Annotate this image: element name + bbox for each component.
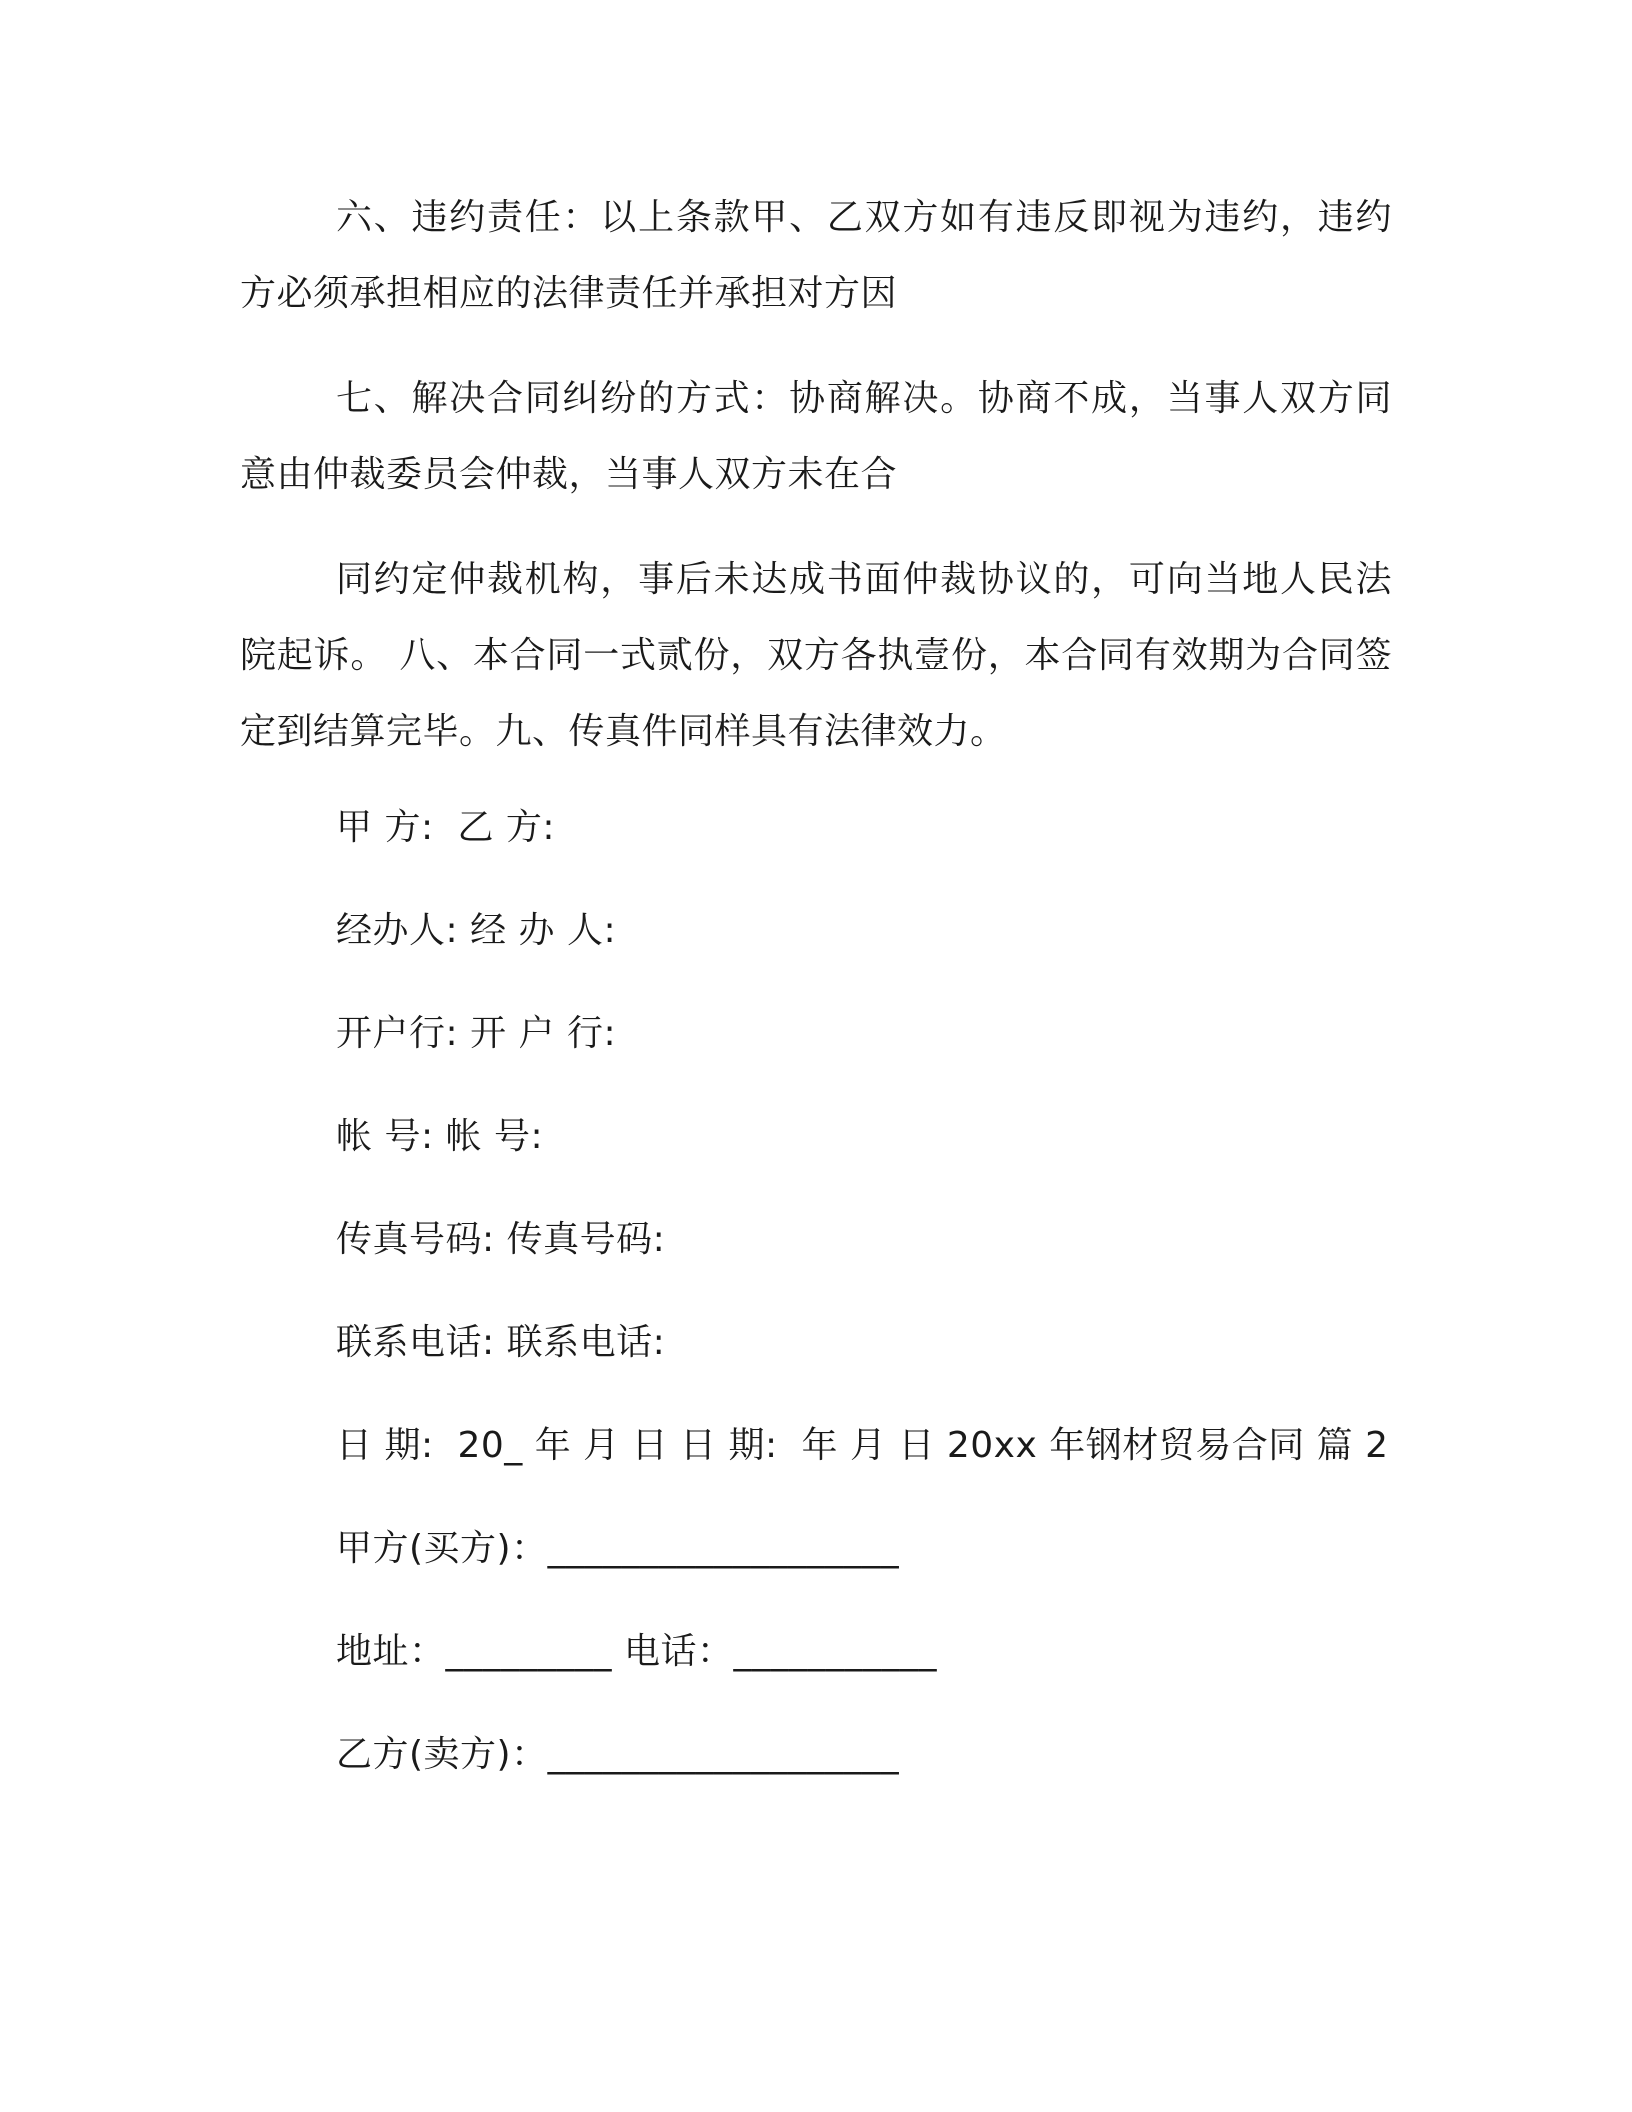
buyer-line: 甲方(买方)：___________________ — [336, 1528, 900, 1569]
clause-dispute-resolution: 七、解决合同纠纷的方式：协商解决。协商不成，当事人双方同意由仲裁委员会仲裁，当事人双方未在合 — [240, 378, 1392, 495]
handler-line: 经办人: 经 办 人: — [336, 910, 617, 951]
date-line: 日 期: 20_ 年 月 日 日 期: 年 月 日 20xx 年钢材贸易合同 篇 2 — [336, 1425, 1389, 1466]
clause-breach-liability: 六、违约责任：以上条款甲、乙双方如有违反即视为违约，违约方必须承担相应的法律责任并承担对方因 — [240, 197, 1392, 314]
party-line: 甲 方: 乙 方: — [336, 807, 556, 848]
account-line: 帐 号: 帐 号: — [336, 1116, 544, 1157]
seller-line: 乙方(卖方)：___________________ — [336, 1734, 900, 1775]
phone-line: 联系电话: 联系电话: — [336, 1322, 666, 1363]
address-phone-line: 地址：_________ 电话：___________ — [336, 1631, 937, 1672]
fax-line: 传真号码: 传真号码: — [336, 1219, 666, 1260]
clause-arbitration-continued: 同约定仲裁机构，事后未达成书面仲裁协议的，可向当地人民法院起诉。 八、本合同一式贰份，双方各执壹份，本合同有效期为合同签定到结算完毕。九、传真件同样具有法律效力。 — [240, 559, 1392, 752]
bank-line: 开户行: 开 户 行: — [336, 1013, 617, 1054]
